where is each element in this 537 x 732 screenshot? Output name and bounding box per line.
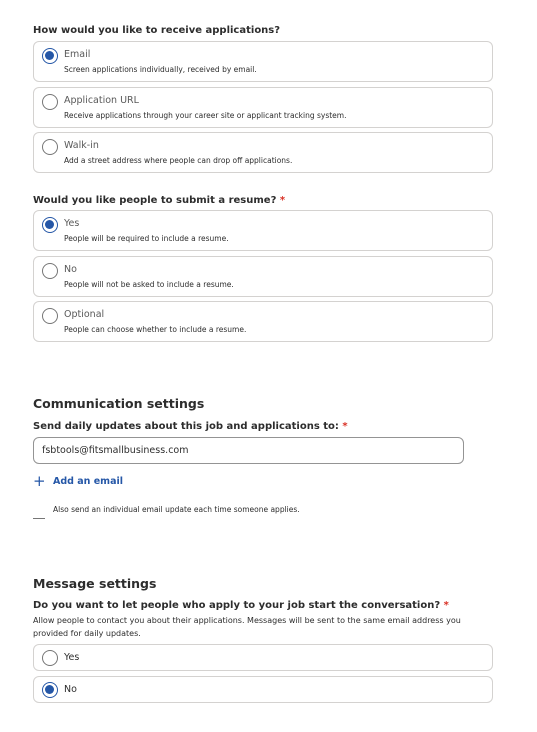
radio-unselected-icon[interactable] [42,94,58,110]
radio-unselected-icon[interactable] [42,650,58,666]
option-resume-yes[interactable] [33,210,493,251]
conversation-description: Allow people to contact you about their applications. Messages will be sent to the same email address you provided for daily updates. [33,616,461,638]
radio-unselected-icon[interactable] [42,139,58,155]
daily-updates-question: Send daily updates about this job and applications to: * [33,421,348,432]
option-label: Yes [64,218,80,229]
option-walk-in[interactable] [33,132,493,173]
option-resume-optional[interactable] [33,301,493,342]
option-label: Optional [64,309,105,320]
resume-question: Would you like people to submit a resume? * [33,195,286,206]
option-label: Application URL [64,95,139,106]
individual-update-checkbox-row[interactable] [33,502,300,516]
option-email[interactable] [33,41,493,82]
option-description: People can choose whether to include a resume. [64,325,247,334]
message-settings-title: Message settings [33,576,157,591]
option-conversation-yes[interactable] [33,644,493,671]
conversation-question: Do you want to let people who apply to your job start the conversation? * [33,600,449,611]
individual-update-checkbox[interactable] [33,507,45,519]
radio-selected-icon[interactable] [42,682,58,698]
option-description: Screen applications individually, received by email. [64,65,257,74]
required-mark: * [279,195,286,206]
option-conversation-no[interactable] [33,676,493,703]
option-label: No [64,684,77,695]
option-description: Add a street address where people can drop off applications. [64,156,293,165]
add-email-label: Add an email [53,475,124,487]
radio-selected-icon[interactable] [42,48,58,64]
daily-updates-email-input[interactable] [33,437,464,464]
option-description: People will be required to include a resume. [64,234,229,243]
option-label: Yes [64,652,80,663]
radio-unselected-icon[interactable] [42,263,58,279]
option-application-url[interactable] [33,87,493,128]
radio-selected-icon[interactable] [42,217,58,233]
checkbox-label: Also send an individual email update each time someone applies. [53,504,300,514]
option-description: Receive applications through your career site or applicant tracking system. [64,111,347,120]
option-description: People will not be asked to include a resume. [64,280,234,289]
required-mark: * [443,600,449,611]
option-label: No [64,264,77,275]
option-resume-no[interactable] [33,256,493,297]
option-label: Walk-in [64,140,99,151]
applications-question: How would you like to receive applications? [33,25,281,36]
option-label: Email [64,49,91,60]
plus-icon: + [33,471,46,490]
radio-unselected-icon[interactable] [42,308,58,324]
required-mark: * [342,421,348,432]
communication-settings-title: Communication settings [33,396,205,411]
add-email-button[interactable] [33,473,123,489]
